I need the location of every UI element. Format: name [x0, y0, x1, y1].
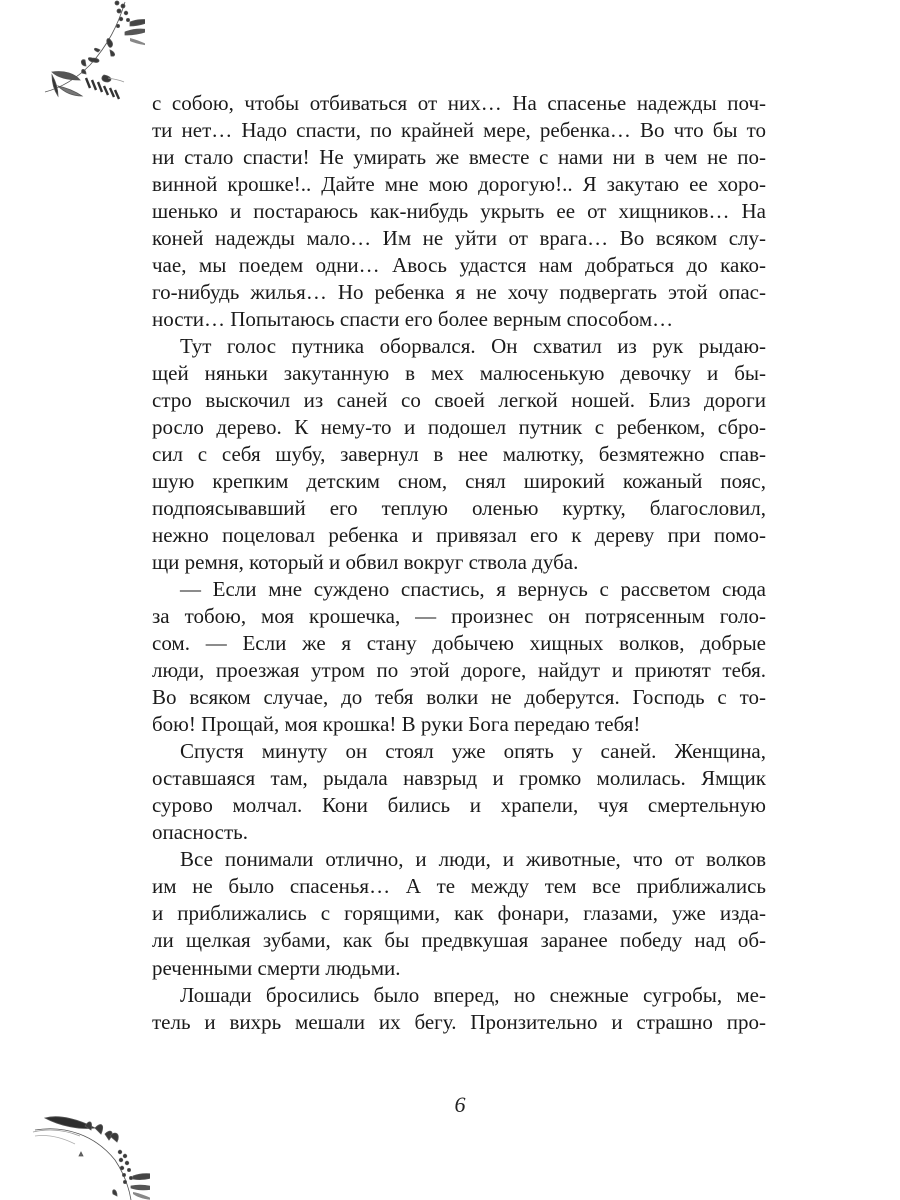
text-line: ли щелкая зубами, как бы предвкушая заранее победу над об- [152, 928, 766, 953]
text-line: Все понимали отлично, и люди, и животные, что от волков [180, 847, 766, 872]
text-line: сурово молчал. Кони бились и храпели, чуя смертельную [152, 793, 766, 818]
text-line: шую крепким детским сном, снял широкий кожаный пояс, [152, 469, 766, 494]
text-line: оставшаяся там, рыдала навзрыд и громко молилась. Ямщик [152, 766, 766, 791]
text-line: Во всяком случае, до тебя волки не доберутся. Господь с то- [152, 685, 766, 710]
text-line: люди, проезжая утром по этой дороге, найдут и приютят тебя. [152, 658, 766, 683]
text-line: шенько и постараюсь как-нибудь укрыть ее от хищников… На [152, 199, 766, 224]
text-line: стро выскочил из саней со своей легкой ношей. Близ дороги [152, 388, 766, 413]
text-line: щей няньки закутанную в мех малюсенькую девочку и бы- [152, 361, 766, 386]
text-line: чае, мы поедем одни… Авось удастся нам добраться до како- [152, 253, 766, 278]
body-text [152, 90, 766, 1036]
text-line: — Если мне суждено спастись, я вернусь с рассветом сюда [180, 577, 766, 602]
text-line: нежно поцеловал ребенка и привязал его к дереву при помо- [152, 523, 766, 548]
text-line: с собою, чтобы отбиваться от них… На спасенье надежды поч- [152, 91, 766, 115]
text-line: коней надежды мало… Им не уйти от врага… Во всяком слу- [152, 226, 766, 251]
text-line: Тут голос путника оборвался. Он схватил из рук рыдаю- [180, 334, 766, 359]
text-line: и приближались с горящими, как фонари, глазами, уже изда- [152, 901, 766, 926]
text-line: им не было спасенья… А те между тем все приближались [152, 874, 766, 899]
text-line: го-нибудь жилья… Но ребенка я не хочу подвергать этой опас- [152, 280, 766, 305]
text-line: сил с себя шубу, завернул в нее малютку, безмятежно спав- [152, 442, 766, 467]
text-line: винной крошке!.. Дайте мне мою дорогую!.. Я закутаю ее хоро- [152, 172, 766, 197]
floral-ornament-bottom-icon [25, 1090, 150, 1200]
floral-ornament-top-icon [20, 0, 145, 105]
text-line: тель и вихрь мешали их бегу. Пронзительно и страшно про- [152, 1009, 766, 1034]
text-line: ни стало спасти! Не умирать же вместе с нами ни в чем не по- [152, 145, 766, 170]
text-line: росло дерево. К нему-то и подошел путник с ребенком, сбро- [152, 415, 766, 440]
text-line: щи ремня, который и обвил вокруг ствола дуба. [152, 550, 579, 575]
text-line: подпоясывавший его теплую оленью куртку, благословил, [152, 496, 766, 521]
text-line: реченными смерти людьми. [152, 955, 401, 980]
text-line: за тобою, моя крошечка, — произнес он потрясенным голо- [152, 604, 766, 629]
page-number: 6 [454, 1092, 466, 1117]
text-line: ти нет… Надо спасти, по крайней мере, ребенка… Во что бы то [152, 118, 766, 143]
text-line: опасность. [152, 820, 248, 845]
text-line: Лошади бросились было вперед, но снежные сугробы, ме- [180, 982, 766, 1007]
text-line: Спустя минуту он стоял уже опять у саней. Женщина, [180, 739, 766, 764]
text-line: сом. — Если же я стану добычею хищных волков, добрые [152, 631, 766, 656]
text-line: бою! Прощай, моя крошка! В руки Бога передаю тебя! [152, 712, 641, 737]
text-line: ности… Попытаюсь спасти его более верным способом… [152, 307, 674, 332]
